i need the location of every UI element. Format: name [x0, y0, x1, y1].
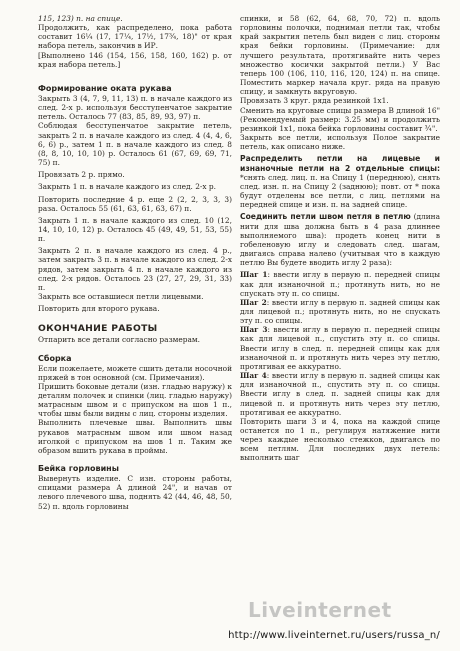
- sleeve-para: Закрыть 2 п. в начале каждого из след. 4 р., затем закрыть 3 п. в начале каждого из след. 2-х рядов, затем закрыть 4 п. в начале каждого из след. 2-х рядов. Осталось 23 (27, 27, 29, 31, 33) п.: [38, 246, 232, 292]
- step-label: Шаг 3: [240, 325, 268, 335]
- finish-text: Отпарить все детали согласно размерам.: [38, 335, 200, 345]
- intro-line-3: [Выполнено 146 (154, 156, 158, 160, 162) р. от края набора петель.]: [38, 50, 232, 69]
- right-column: [240, 14, 440, 463]
- split-heading: Распределить петли на лицевые и изнаночные петли на 2 отдельные спицы:: [240, 154, 440, 173]
- assembly-para: Выполнить плечевые швы. Выполнить швы рукавов матрасным швом или швом назад иголкой с припуском на шов 1 п. Таким же образом вшить рукава в проймы.: [38, 418, 232, 455]
- step-label: Шаг 4: [240, 371, 267, 381]
- neck-cont-para: Закрыть все петли, используя Полое закрытие петель, как описано ниже.: [240, 133, 440, 152]
- graft-heading: Соединить петли швом петля в петлю: [240, 212, 411, 222]
- split-section: [240, 154, 440, 209]
- assembly-heading: Сборка: [38, 353, 72, 363]
- step-2: [240, 298, 440, 325]
- sleeve-para: Повторить для второго рукава.: [38, 304, 160, 314]
- graft-text: (длина нити для шва должна быть в 4 раза длиннее выполняемого шва): продеть конец нити в гобеленовую иглу и следовать след. шагам, двигаясь справа налево (учитывая что в каждую петлю Вы будете вводить иглу 2 раза):: [240, 212, 440, 268]
- sleeve-para: Закрыть 1 п. в начале каждого из след. 2-х р.: [38, 182, 216, 192]
- intro-line-1: 115, 123) п. на спице.: [38, 14, 123, 23]
- neck-text: Вывернуть изделие. С изн. стороны работы, спицами размера А длиной 24", и начав от левого плечевого шва, поднять 42 (44, 46, 48, 50, 52) п. вдоль горловины: [38, 474, 232, 511]
- step-text: : ввести иглу в первую п. задней спицы как для лицевой п.; протянуть нить, но не спускать эту п. со спицы.: [240, 297, 441, 326]
- step-4: [240, 371, 440, 417]
- sleeve-para: Закрыть 1 п. в начале каждого из след. 10 (12, 14, 10, 10, 12) р. Осталось 45 (49, 49, 51, 53, 55) п.: [38, 215, 232, 244]
- neck-cont-para: Провязать 3 круг. ряда резинкой 1x1.: [240, 96, 389, 106]
- step-text: : ввести иглу в первую п. задней спицы как для изнаночной п., спустить эту п. со спицы. Ввести иглу в след. п. задней спицы как для лицевой п. и протянуть нить через эту петлю, протягивая ее аккуратно.: [240, 371, 441, 417]
- step-text: : ввести иглу в первую п. передней спицы как для лицевой п., спустить эту п. со спицы. Ввести иглу в след. п. передней спицы как для изнаночной п. и протянуть нить через эту петлю, протягивая ее аккуратно.: [240, 325, 440, 371]
- neck-cont-para: спинки, и 58 (62, 64, 68, 70, 72) п. вдоль горловины полочки, поднимая петли так, чтобы край закрытия петель был виден с лиц. стороны края бейки горловины. (Примечание: для лучшего результата, протягивайте нить через множество косички закрытой петли.) У Вас теперь 100 (106, 110, 116, 120, 124) п. на спице. Поместить маркер начала круг. ряда на правую спицу, и замкнуть вкруговую.: [240, 14, 440, 97]
- sleeve-para: Соблюдая бесступенчатое закрытие петель, закрыть 2 п. в начале каждого из след. 4 (4, 4, 6, 6, 6) р., затем 1 п. в начале каждого из след. 8 (8, 8, 10, 10, 10) р. Осталось 61 (67, 69, 69, 71, 75) п.: [38, 121, 232, 168]
- sleeve-heading: Формирование оката рукава: [38, 83, 172, 93]
- finish-heading: ОКОНЧАНИЕ РАБОТЫ: [38, 323, 158, 335]
- neck-heading: Бейка горловины: [38, 464, 119, 474]
- final-text: Повторить шаги 3 и 4, пока на каждой спице останется по 1 п., регулируя натяжение нити через каждые несколько стежков, двигаясь по всем петлям. Для последних двух петель: выполнить шаг: [240, 416, 440, 463]
- step-label: Шаг 1: [240, 270, 268, 280]
- sleeve-para: Провязать 2 р. прямо.: [38, 170, 125, 180]
- step-text: : ввести иглу в первую п. передней спицы как для изнаночной п.; протянуть нить, но не спускать эту п. со спицы.: [240, 270, 440, 298]
- step-3: [240, 325, 440, 371]
- step-label: Шаг 2: [240, 297, 267, 307]
- graft-section: [240, 212, 440, 267]
- neck-cont-para: Сменить на круговые спицы размера В длиной 16" (Рекомендуемый размер: 3.25 мм) и продолжить резинкой 1x1, пока бейка горловины составит ¾".: [240, 105, 440, 133]
- split-text: *снять след. лиц. п. на Спицу 1 (переднюю), снять след. изн. п. на Спицу 2 (заднюю); повт. от * пока будут отделены все петли, с лиц. петлями на передней спице и изн. п. на задней спице.: [240, 172, 440, 210]
- intro-line-2: Продолжить, как распределено, пока работа составит 16¼ (17, 17¼, 17½, 17¾, 18)" от края набора петель, закончив в ИР.: [38, 23, 232, 51]
- assembly-para: Пришить боковые детали (изн. гладью наружу) к деталям полочек и спинки (лиц. гладью наружу) матрасным швом и с припуском на шов 1 п., чтобы швы были видны с лиц. стороны изделия.: [38, 381, 232, 419]
- step-1: [240, 270, 440, 297]
- sleeve-para: Закрыть все оставшиеся петли лицевыми.: [38, 292, 204, 302]
- site-watermark: Liveinternet: [248, 598, 392, 622]
- left-column: [38, 14, 232, 511]
- assembly-para: Если пожелаете, можете сшить детали носочной пряжей в тон основной (см. Примечания).: [38, 363, 232, 382]
- sleeve-para: Закрыть 3 (4, 7, 9, 11, 13) п. в начале каждого из след. 2-х р. используя бесступенчатое закрытие петель. Осталось 77 (83, 85, 89, 93, 97) п.: [38, 93, 232, 122]
- sleeve-para: Повторить последние 4 р. еще 2 (2, 2, 3, 3, 3) раза. Осталось 55 (61, 63, 61, 63, 67) п.: [38, 194, 232, 213]
- footer-url-link[interactable]: http://www.liveinternet.ru/users/russa_n/: [228, 630, 440, 641]
